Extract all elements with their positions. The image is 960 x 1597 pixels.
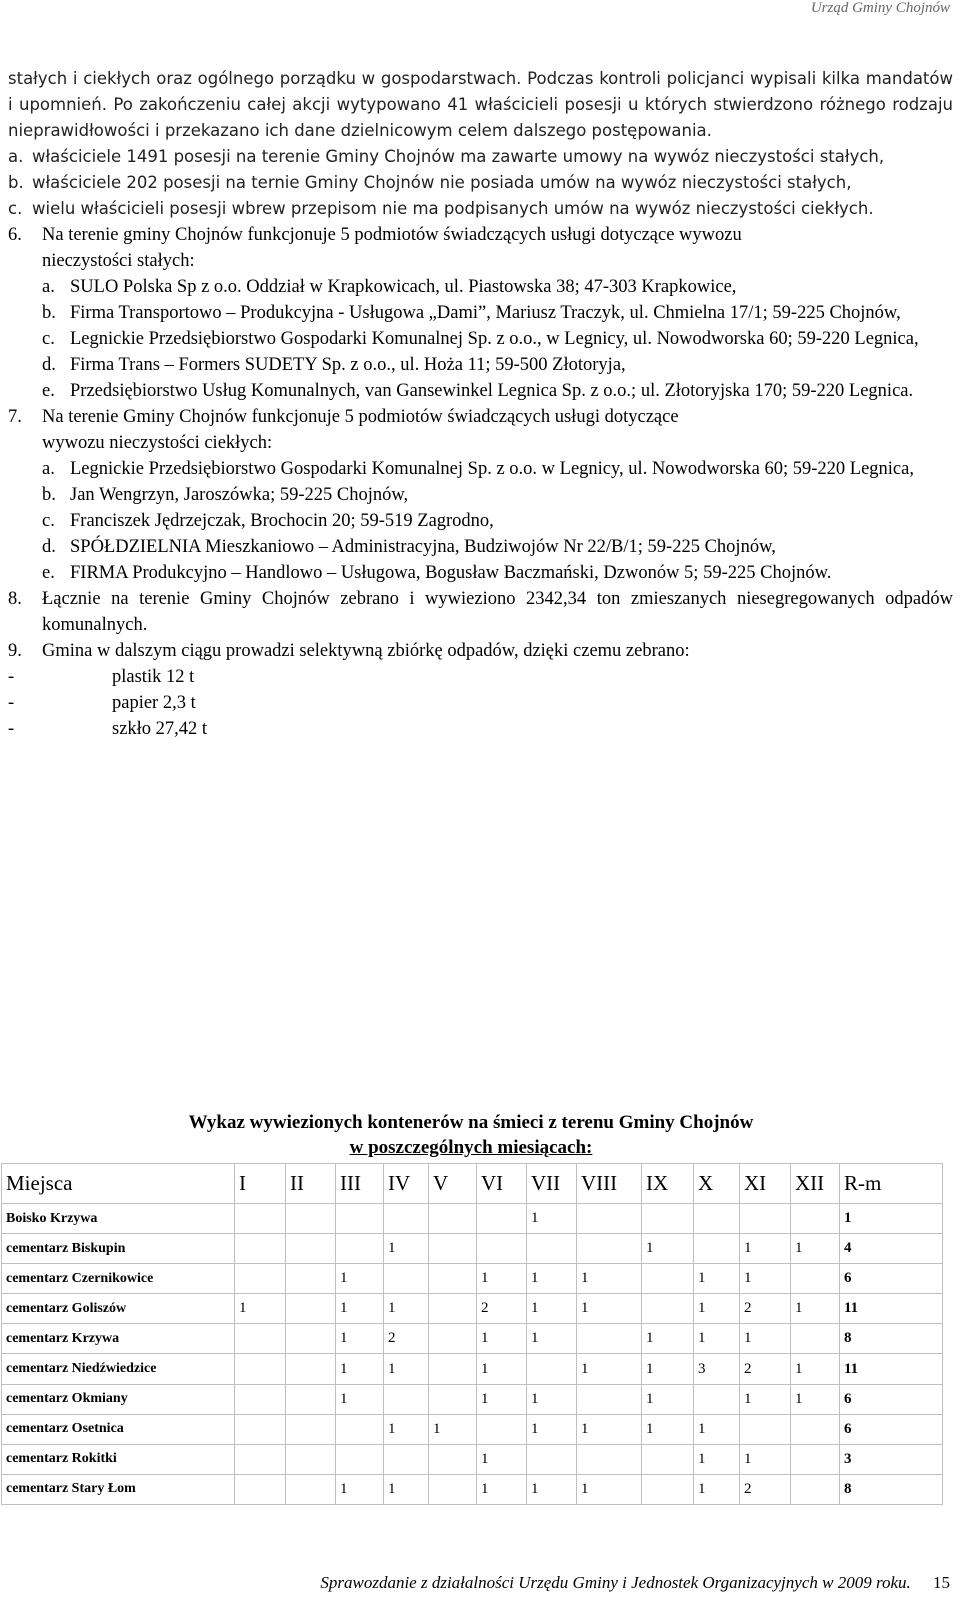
cell-count: 1 xyxy=(577,1294,642,1324)
cell-count xyxy=(336,1234,384,1264)
table-title-line-1: Wykaz wywiezionych kontenerów na śmieci z terenu Gminy Chojnów xyxy=(188,1112,754,1133)
cell-count xyxy=(791,1324,840,1354)
cell-count: 1 xyxy=(336,1324,384,1354)
page-header: Urząd Gminy Chojnów xyxy=(810,0,950,16)
table-row xyxy=(2,1324,943,1354)
list-marker: a. xyxy=(8,147,24,166)
cell-count: 1 xyxy=(384,1354,429,1384)
cell-count xyxy=(286,1294,336,1324)
cell-count: 1 xyxy=(384,1234,429,1264)
cell-count xyxy=(477,1234,527,1264)
cell-count: 2 xyxy=(740,1294,791,1324)
cell-count: 1 xyxy=(740,1234,791,1264)
cell-count: 1 xyxy=(740,1384,791,1414)
company-item xyxy=(8,274,953,300)
company-item xyxy=(8,378,953,404)
cell-count xyxy=(235,1354,286,1384)
dash-text: plastik 12 t xyxy=(112,667,195,687)
cell-count: 1 xyxy=(694,1474,740,1504)
cell-count: 1 xyxy=(642,1414,694,1444)
cell-count xyxy=(286,1204,336,1234)
cell-count: 1 xyxy=(336,1294,384,1324)
point-text: Na terenie Gminy Chojnów funkcjonuje 5 podmiotów świadczących usługi dotyczące xyxy=(42,407,679,427)
cell-count: 1 xyxy=(477,1384,527,1414)
table-row xyxy=(2,1204,943,1234)
point-text: Gmina w dalszym ciągu prowadzi selektywną zbiórkę odpadów, dzięki czemu zebrano: xyxy=(42,641,690,661)
list-text: właściciele 1491 posesji na terenie Gminy Chojnów ma zawarte umowy na wywóz nieczystości stałych, xyxy=(32,147,885,166)
cell-place: cementarz Rokitki xyxy=(2,1444,235,1474)
table-row xyxy=(2,1234,943,1264)
cell-count xyxy=(642,1204,694,1234)
company-item xyxy=(8,534,953,560)
cell-count xyxy=(740,1204,791,1234)
cell-count xyxy=(791,1264,840,1294)
cell-count: 1 xyxy=(642,1354,694,1384)
table-row xyxy=(2,1354,943,1384)
list-text: Jan Wengrzyn, Jaroszówka; 59-225 Chojnów, xyxy=(70,485,409,505)
table-body xyxy=(2,1204,943,1505)
cell-count: 1 xyxy=(577,1474,642,1504)
cell-count xyxy=(235,1324,286,1354)
cell-total: 11 xyxy=(840,1294,943,1324)
cell-count xyxy=(577,1324,642,1354)
cell-count: 1 xyxy=(527,1324,577,1354)
cell-count xyxy=(429,1354,477,1384)
company-item xyxy=(8,482,953,508)
table-row xyxy=(2,1294,943,1324)
cell-count: 1 xyxy=(336,1264,384,1294)
cell-total: 8 xyxy=(840,1324,943,1354)
cell-count xyxy=(527,1444,577,1474)
cell-count xyxy=(235,1384,286,1414)
cell-count xyxy=(235,1264,286,1294)
cell-count: 1 xyxy=(477,1264,527,1294)
company-item xyxy=(8,326,953,352)
cell-count: 1 xyxy=(336,1354,384,1384)
column-header-month: IV xyxy=(384,1164,429,1204)
cell-count: 1 xyxy=(740,1264,791,1294)
cell-count: 1 xyxy=(577,1264,642,1294)
column-header-month: III xyxy=(336,1164,384,1204)
page-number: 15 xyxy=(933,1573,950,1592)
cell-count xyxy=(694,1204,740,1234)
cell-count xyxy=(642,1474,694,1504)
column-header-month: VIII xyxy=(577,1164,642,1204)
numbered-point xyxy=(8,404,953,430)
cell-place: cementarz Krzywa xyxy=(2,1324,235,1354)
point-number: 9. xyxy=(8,641,22,661)
column-header-month: IX xyxy=(642,1164,694,1204)
cell-count: 1 xyxy=(477,1354,527,1384)
cell-total: 11 xyxy=(840,1354,943,1384)
cell-count xyxy=(235,1414,286,1444)
cell-count: 1 xyxy=(642,1234,694,1264)
column-header-month: I xyxy=(235,1164,286,1204)
dash-item xyxy=(8,716,953,742)
cell-count: 1 xyxy=(642,1384,694,1414)
table-title xyxy=(0,1110,942,1160)
dash-marker: - xyxy=(8,693,15,713)
intro-paragraph: stałych i ciekłych oraz ogólnego porządku w gospodarstwach. Podczas kontroli policjanci wypisali kilka mandatów i upomnień. Po zakończeniu całej akcji wytypowano 41 właścicieli posesji u których stwierdzono różnego rodzaju nieprawidłowości i przekazano ich dane dzielnicowym celem dalszego postępowania. xyxy=(8,69,953,140)
list-marker: b. xyxy=(8,173,24,192)
cell-total: 6 xyxy=(840,1264,943,1294)
company-item xyxy=(8,352,953,378)
point-text-continuation: nieczystości stałych: xyxy=(42,251,195,271)
cell-place: cementarz Okmiany xyxy=(2,1384,235,1414)
cell-count xyxy=(286,1414,336,1444)
cell-count: 1 xyxy=(527,1264,577,1294)
cell-count xyxy=(694,1384,740,1414)
cell-count xyxy=(429,1384,477,1414)
cell-count xyxy=(286,1324,336,1354)
sub-list-item xyxy=(8,144,953,170)
cell-count xyxy=(740,1414,791,1444)
cell-count xyxy=(642,1264,694,1294)
cell-count xyxy=(429,1264,477,1294)
cell-count xyxy=(791,1414,840,1444)
cell-count xyxy=(336,1204,384,1234)
dash-text: szkło 27,42 t xyxy=(112,719,208,739)
point-text: Na terenie gminy Chojnów funkcjonuje 5 podmiotów świadczących usługi dotyczące wywozu xyxy=(42,225,742,245)
cell-count xyxy=(642,1294,694,1324)
dash-marker: - xyxy=(8,719,15,739)
list-text: wielu właścicieli posesji wbrew przepisom nie ma podpisanych umów na wywóz nieczystości ciekłych. xyxy=(32,199,874,218)
cell-count: 1 xyxy=(694,1324,740,1354)
cell-count: 3 xyxy=(694,1354,740,1384)
cell-total: 6 xyxy=(840,1414,943,1444)
cell-count: 1 xyxy=(477,1444,527,1474)
dash-item xyxy=(8,664,953,690)
numbered-point-continuation xyxy=(8,430,953,456)
cell-count xyxy=(429,1204,477,1234)
cell-count: 1 xyxy=(384,1414,429,1444)
column-header-month: XII xyxy=(791,1164,840,1204)
list-marker: b. xyxy=(42,485,56,505)
cell-count: 1 xyxy=(740,1444,791,1474)
cell-place: cementarz Goliszów xyxy=(2,1294,235,1324)
company-item xyxy=(8,560,953,586)
cell-count: 1 xyxy=(527,1384,577,1414)
cell-count xyxy=(235,1204,286,1234)
cell-count xyxy=(527,1234,577,1264)
cell-total: 6 xyxy=(840,1384,943,1414)
cell-count xyxy=(336,1444,384,1474)
cell-count xyxy=(527,1354,577,1384)
cell-place: cementarz Niedźwiedzice xyxy=(2,1354,235,1384)
table-row xyxy=(2,1474,943,1504)
column-header-place: Miejsca xyxy=(2,1164,235,1204)
table-header-row xyxy=(2,1164,943,1204)
cell-count: 2 xyxy=(740,1474,791,1504)
list-marker: d. xyxy=(42,355,56,375)
cell-count: 1 xyxy=(477,1474,527,1504)
list-marker: e. xyxy=(42,381,55,401)
cell-count: 1 xyxy=(694,1414,740,1444)
cell-count xyxy=(384,1384,429,1414)
cell-count xyxy=(577,1384,642,1414)
cell-total: 4 xyxy=(840,1234,943,1264)
cell-count: 1 xyxy=(791,1234,840,1264)
list-marker: c. xyxy=(42,511,55,531)
cell-total: 1 xyxy=(840,1204,943,1234)
cell-count xyxy=(577,1444,642,1474)
list-text: Legnickie Przedsiębiorstwo Gospodarki Komunalnej Sp. z o.o., w Legnicy, ul. Nowodworska 60; 59-220 Legnica, xyxy=(70,329,919,349)
column-header-month: II xyxy=(286,1164,336,1204)
cell-count: 1 xyxy=(642,1324,694,1354)
cell-count: 1 xyxy=(527,1474,577,1504)
cell-count xyxy=(235,1234,286,1264)
table-row xyxy=(2,1414,943,1444)
cell-count: 1 xyxy=(527,1414,577,1444)
list-text: Przedsiębiorstwo Usług Komunalnych, van Gansewinkel Legnica Sp. z o.o.; ul. Złotoryjska 170; 59-220 Legnica. xyxy=(70,381,914,401)
cell-count xyxy=(477,1414,527,1444)
cell-count xyxy=(429,1324,477,1354)
cell-total: 3 xyxy=(840,1444,943,1474)
cell-place: cementarz Czernikowice xyxy=(2,1264,235,1294)
list-text: Franciszek Jędrzejczak, Brochocin 20; 59-519 Zagrodno, xyxy=(70,511,494,531)
containers-table xyxy=(1,1163,943,1505)
dash-marker: - xyxy=(8,667,15,687)
cell-count: 1 xyxy=(740,1324,791,1354)
company-item xyxy=(8,508,953,534)
cell-count: 1 xyxy=(694,1264,740,1294)
cell-count xyxy=(429,1474,477,1504)
numbered-point xyxy=(8,586,953,638)
table-row xyxy=(2,1444,943,1474)
cell-count: 1 xyxy=(791,1294,840,1324)
cell-count xyxy=(429,1444,477,1474)
cell-count xyxy=(235,1474,286,1504)
list-text: Firma Trans – Formers SUDETY Sp. z o.o., ul. Hoża 11; 59-500 Złotoryja, xyxy=(70,355,626,375)
company-item xyxy=(8,456,953,482)
page-footer xyxy=(0,1573,950,1593)
cell-place: Boisko Krzywa xyxy=(2,1204,235,1234)
cell-count: 1 xyxy=(791,1384,840,1414)
cell-count: 1 xyxy=(235,1294,286,1324)
cell-count: 1 xyxy=(791,1354,840,1384)
cell-count xyxy=(286,1384,336,1414)
cell-count xyxy=(791,1444,840,1474)
cell-count: 1 xyxy=(527,1204,577,1234)
cell-count: 1 xyxy=(527,1294,577,1324)
cell-place: cementarz Osetnica xyxy=(2,1414,235,1444)
column-header-month: X xyxy=(694,1164,740,1204)
list-text: SPÓŁDZIELNIA Mieszkaniowo – Administracyjna, Budziwojów Nr 22/B/1; 59-225 Chojnów, xyxy=(70,537,776,557)
cell-count xyxy=(384,1264,429,1294)
cell-count xyxy=(477,1204,527,1234)
point-number: 8. xyxy=(8,589,22,609)
cell-count xyxy=(429,1294,477,1324)
list-marker: d. xyxy=(42,537,56,557)
cell-count xyxy=(642,1444,694,1474)
cell-count xyxy=(384,1444,429,1474)
list-text: właściciele 202 posesji na ternie Gminy Chojnów nie posiada umów na wywóz nieczystości stałych, xyxy=(32,173,852,192)
company-item xyxy=(8,300,953,326)
footer-text: Sprawozdanie z działalności Urzędu Gminy i Jednostek Organizacyjnych w 2009 roku. xyxy=(320,1573,911,1592)
list-marker: c. xyxy=(8,199,23,218)
table-row xyxy=(2,1384,943,1414)
cell-count xyxy=(791,1204,840,1234)
cell-count xyxy=(235,1444,286,1474)
list-text: Legnickie Przedsiębiorstwo Gospodarki Komunalnej Sp. z o.o. w Legnicy, ul. Nowodworska 60; 59-220 Legnica, xyxy=(70,459,914,479)
column-header-month: VI xyxy=(477,1164,527,1204)
point-number: 7. xyxy=(8,407,22,427)
list-marker: c. xyxy=(42,329,55,349)
table-row xyxy=(2,1264,943,1294)
cell-count xyxy=(577,1234,642,1264)
cell-count: 1 xyxy=(577,1414,642,1444)
point-text: Łącznie na terenie Gminy Chojnów zebrano i wywieziono 2342,34 ton zmieszanych niesegregowanych odpadów komunalnych. xyxy=(42,589,953,635)
list-marker: a. xyxy=(42,459,55,479)
cell-count: 1 xyxy=(384,1474,429,1504)
cell-count: 2 xyxy=(477,1294,527,1324)
sub-list-item xyxy=(8,196,953,222)
dash-text: papier 2,3 t xyxy=(112,693,196,713)
point-number: 6. xyxy=(8,225,22,245)
cell-count: 1 xyxy=(336,1474,384,1504)
cell-count xyxy=(286,1234,336,1264)
column-header-month: VII xyxy=(527,1164,577,1204)
cell-count: 1 xyxy=(694,1444,740,1474)
cell-count: 1 xyxy=(577,1354,642,1384)
point-text-continuation: wywozu nieczystości ciekłych: xyxy=(42,433,273,453)
cell-count xyxy=(429,1234,477,1264)
cell-count: 1 xyxy=(694,1294,740,1324)
numbered-point xyxy=(8,638,953,664)
cell-count: 2 xyxy=(740,1354,791,1384)
column-header-month: XI xyxy=(740,1164,791,1204)
cell-count: 2 xyxy=(384,1324,429,1354)
numbered-point xyxy=(8,222,953,248)
cell-count: 1 xyxy=(477,1324,527,1354)
cell-count xyxy=(286,1474,336,1504)
cell-count: 1 xyxy=(429,1414,477,1444)
list-text: FIRMA Produkcyjno – Handlowo – Usługowa, Bogusław Baczmański, Dzwonów 5; 59-225 Chojnów. xyxy=(70,563,832,583)
column-header-month: R-m xyxy=(840,1164,943,1204)
column-header-month: V xyxy=(429,1164,477,1204)
dash-item xyxy=(8,690,953,716)
list-marker: b. xyxy=(42,303,56,323)
cell-count xyxy=(384,1204,429,1234)
cell-count xyxy=(286,1444,336,1474)
list-marker: a. xyxy=(42,277,55,297)
sub-list-item xyxy=(8,170,953,196)
cell-count xyxy=(286,1354,336,1384)
table-title-line-2: w poszczególnych miesiącach: xyxy=(349,1137,593,1158)
cell-count: 1 xyxy=(384,1294,429,1324)
cell-place: cementarz Stary Łom xyxy=(2,1474,235,1504)
cell-count xyxy=(286,1264,336,1294)
numbered-point-continuation xyxy=(8,248,953,274)
cell-count xyxy=(791,1474,840,1504)
cell-count: 1 xyxy=(336,1384,384,1414)
list-marker: e. xyxy=(42,563,55,583)
cell-place: cementarz Biskupin xyxy=(2,1234,235,1264)
document-body xyxy=(8,66,953,742)
cell-count xyxy=(694,1234,740,1264)
cell-count xyxy=(577,1204,642,1234)
cell-total: 8 xyxy=(840,1474,943,1504)
cell-count xyxy=(336,1414,384,1444)
list-text: Firma Transportowo – Produkcyjna - Usługowa „Dami”, Mariusz Traczyk, ul. Chmielna 17/1; 59-225 Chojnów, xyxy=(70,303,901,323)
list-text: SULO Polska Sp z o.o. Oddział w Krapkowicach, ul. Piastowska 38; 47-303 Krapkowice, xyxy=(70,277,737,297)
